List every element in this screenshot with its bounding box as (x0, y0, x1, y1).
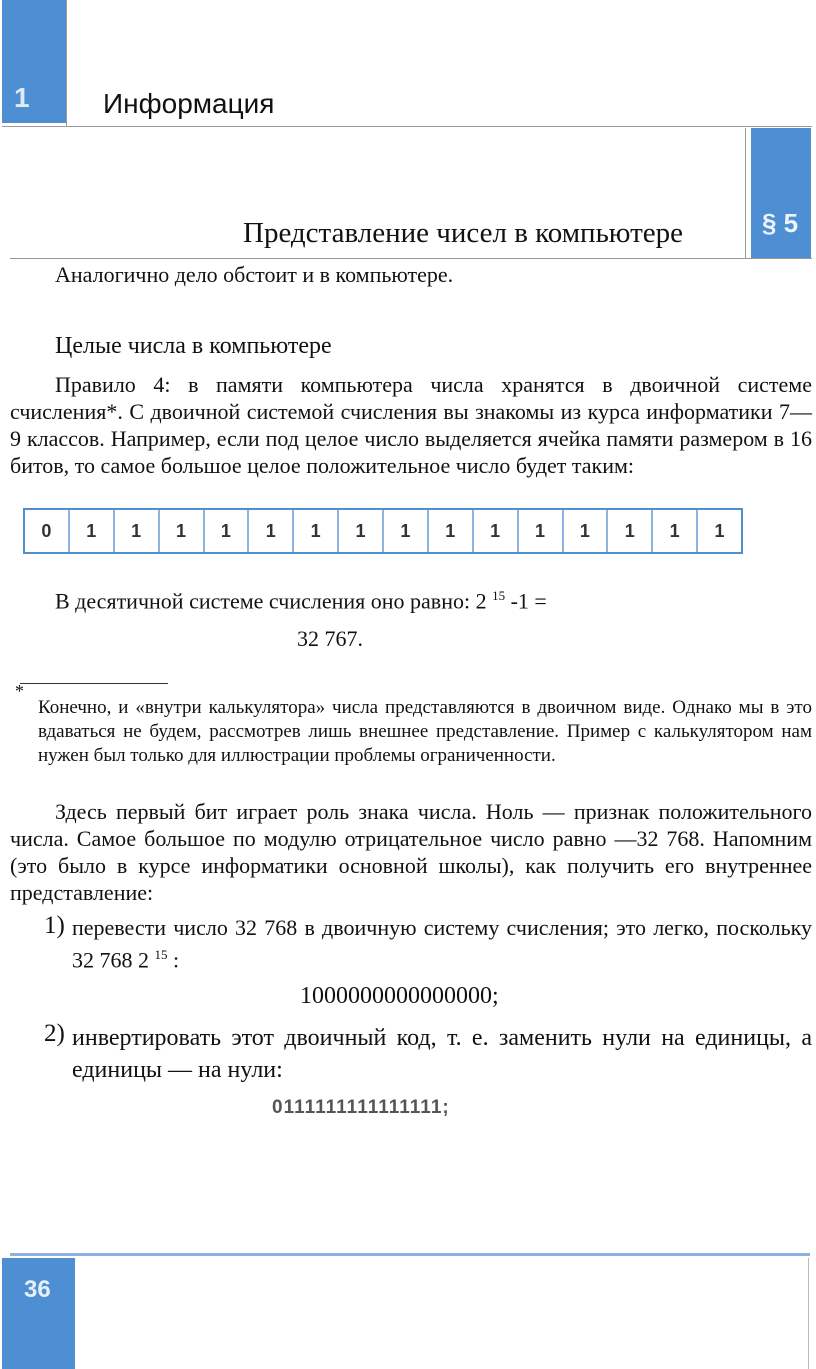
list-item-number: 1) (44, 912, 65, 939)
footnote-text: Конечно, и «внутри калькулятора» числа представляются в двоичном виде. Однако мы в это вдаваться не будем, рассмотрев лишь внешнее представление. Пример с калькулятором нам нужен был только для иллюстрации проблемы ограниченности. (38, 697, 812, 766)
list-item-text: инвертировать этот двоичный код, т. е. заменить нули на единицы, а единицы — на нули: (72, 1025, 812, 1083)
decimal-equation (55, 588, 547, 614)
section-divider (745, 128, 746, 258)
bit-cell: 1 (474, 510, 519, 552)
section-number: § 5 (762, 208, 799, 238)
chapter-number: 1 (14, 82, 30, 113)
bit-cell: 0 (25, 510, 70, 552)
footnote-mark: * (15, 681, 24, 701)
bit-cell: 1 (564, 510, 609, 552)
bit-cell: 1 (115, 510, 160, 552)
header-rule (2, 126, 812, 127)
bit-cell: 1 (384, 510, 429, 552)
bit-cell: 1 (249, 510, 294, 552)
decimal-exponent: 15 (492, 588, 506, 603)
binary-value-1: 1000000000000000; (300, 983, 499, 1009)
header-divider (66, 0, 67, 126)
chapter-tab (2, 0, 67, 123)
footer-rule (10, 1253, 810, 1256)
list-item-exponent: 15 (154, 947, 168, 962)
list-item-text (72, 914, 812, 973)
subheading: Целые числа в компьютере (55, 333, 332, 359)
bit-cell-table (23, 508, 743, 554)
page-number: 36 (24, 1276, 51, 1303)
bit-cell: 1 (429, 510, 474, 552)
bit-cell: 1 (294, 510, 339, 552)
bit-cell: 1 (70, 510, 115, 552)
footer-divider (808, 1258, 809, 1369)
bit-cell: 1 (653, 510, 698, 552)
list-item-number: 2) (44, 1020, 65, 1047)
page-tab (2, 1258, 75, 1369)
bit-cell: 1 (205, 510, 250, 552)
list-item-tail: : (167, 947, 180, 973)
intro-paragraph: Аналогично дело обстоит и в компьютере. (55, 262, 454, 287)
binary-value-2: 0111111111111111; (272, 1097, 450, 1118)
footnote-rule (20, 683, 168, 684)
chapter-title: Информация (103, 88, 275, 119)
bit-cell: 1 (714, 520, 725, 541)
bit-cell: 1 (519, 510, 564, 552)
bit-cell: 1 (608, 510, 653, 552)
section-rule (10, 258, 812, 259)
sign-bit-paragraph: Здесь первый бит играет роль знака числа. Ноль — признак положительного числа. Самое большое по модулю отрицательное число равно —32 768. Напомним (это было в курсе информатики основной школы), как получить его внутреннее представление: (10, 799, 812, 905)
bit-cell: 1 (339, 510, 384, 552)
bit-cell: 1 (160, 510, 205, 552)
list-item-body: перевести число 32 768 в двоичную систему счисления; это легко, поскольку 32 768 2 (72, 915, 812, 973)
decimal-prefix: В десятичной системе счисления оно равно: 2 (55, 588, 487, 614)
decimal-suffix: -1 = (505, 588, 547, 614)
decimal-value: 32 767. (297, 626, 363, 651)
section-title: Представление чисел в компьютере (243, 217, 683, 249)
rule-paragraph: Правило 4: в памяти компьютера числа хранятся в двоичной системе счисления*. С двоичной системой счисления вы знакомы из курса информатики 7—9 классов. Например, если под целое число выделяется ячейка памяти размером в 16 битов, то самое большое целое положительное число будет таким: (10, 372, 812, 478)
